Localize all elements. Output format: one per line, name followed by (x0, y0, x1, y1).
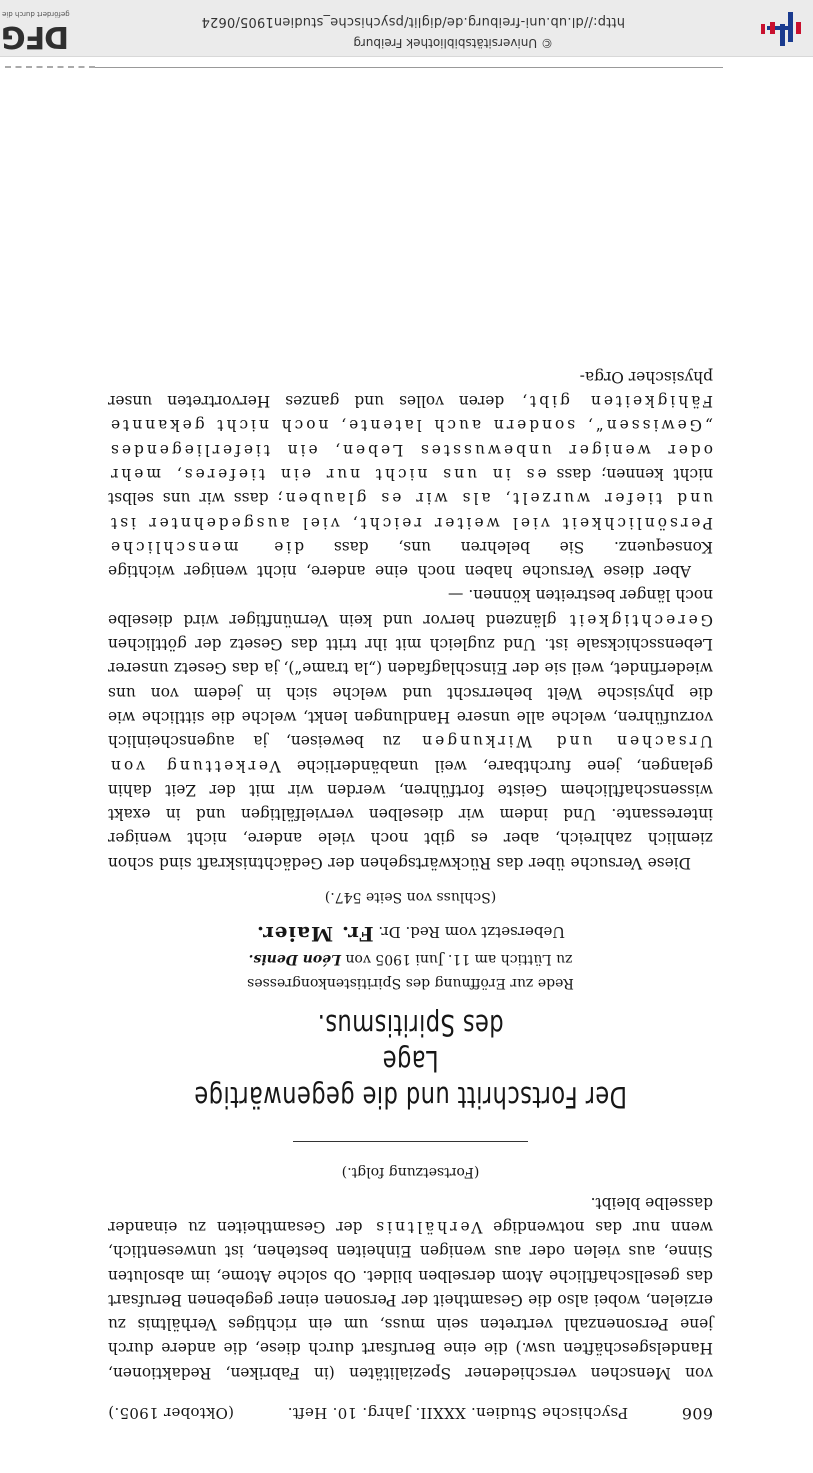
document-url-link[interactable]: http://dl.ub.uni-freiburg.de/diglit/psychische_studien1905/0624 (201, 14, 625, 29)
issue-date: (Oktober 1905.) (108, 1404, 235, 1422)
copyright-credit: © Universitätsbibliothek Freiburg (353, 36, 553, 50)
running-title: Psychische Studien. XXXII. Jahrg. 10. Heft. (287, 1404, 629, 1422)
dfg-logo-icon[interactable]: DFG (2, 19, 70, 54)
viewer-banner (0, 0, 813, 57)
page-number: 606 (681, 1404, 713, 1423)
article-subtitle: Rede zur Eröffnung des Spiritistenkongresses zu Lüttich am 11. Juni 1905 von Léon Denis. (247, 951, 574, 992)
dfg-logo-caption: gefördert durch die (2, 10, 70, 18)
continuation-note: (Schluss von Seite 547.) (324, 889, 497, 906)
translator-line: Uebersetzt vom Red. Dr. Fr. Maier. (256, 922, 565, 947)
university-logo-icon[interactable] (759, 8, 803, 48)
continued-note: (Fortsetzung folgt.) (341, 1164, 480, 1181)
article-title: Der Fortschritt und die gegenwärtige Lage des Spiritismus. (193, 1008, 628, 1115)
body-paragraph: Aber diese Versuche haben noch eine andere, nicht weniger wichtige Konsequenz. Sie belehren uns, dass die menschliche Persönlichkeit viel weiter reicht, viel ausgedehnter ist und tiefer wurzelt, als wir es glauben; dass wir uns selbst nicht kennen; dass es in uns nicht nur ein tieferes, mehr oder weniger unbewusstes Leben, ein tieferliegendes „Gewissen“, sondern auch latente, noch nicht gekannte Fähigkeiten gibt, deren volles und ganzes Hervortreten unser physischer Orga- (107, 367, 713, 581)
previous-article-ending: von Menschen verschiedener Spezialitäten (in Fabriken, Redaktionen, Handelsgeschäften usw.) die eine Berufsart durch diese, die andere durch jene Personenzahl vertreten sein muss, um ein richtiges Verhältnis zu erzielen, wobei also die Gesamtheit der Personen einer gegebenen Berufsart das gesellschaftliche Atom derselben bildet. Ob solche Atome, im absoluten Sinne, aus vielen oder aus wenigen Einheiten bestehen, ist unwesentlich, wenn nur das notwendige Verhältnis der Gesamtheiten zu einander dasselbe bleibt. (108, 1193, 713, 1382)
section-divider (293, 1141, 528, 1142)
page-edge-rule (93, 67, 723, 68)
page-edge-dashes (5, 66, 95, 68)
author-name: Léon Denis. (248, 951, 342, 968)
document-page (108, 365, 713, 1426)
running-header (108, 1401, 713, 1425)
translator-name: Fr. Maier. (256, 922, 374, 947)
body-paragraph: Diese Versuche über das Rückwärtsgehen der Gedächtniskraft sind schon ziemlich zahlreich, aber es gibt noch viele andere, nicht weniger interessante. Und indem wir dieselben vervielfältigen und in exakt wissenschaftlichem Geiste fortführen, werden wir mit der Zeit dahin gelangen, jene furchtbare, weil unabänderliche Verkettung von Ursachen und Wirkungen zu beweisen, ja augenscheinlich vorzuführen, welche alle unsere Handlungen lenkt, welche die sittliche wie die physische Welt beherrscht und welche sich in jedem von uns wiederfindet, weil sie der Einschlagfaden („la trame“), ja das Gesetz unserer Lebensschicksale ist. Und zugleich mit ihr tritt das Gesetz der göttlichen Gerechtigkeit glänzend hervor und kein Vernünftiger wird dieselbe noch länger bestreiten können. — (108, 586, 713, 872)
